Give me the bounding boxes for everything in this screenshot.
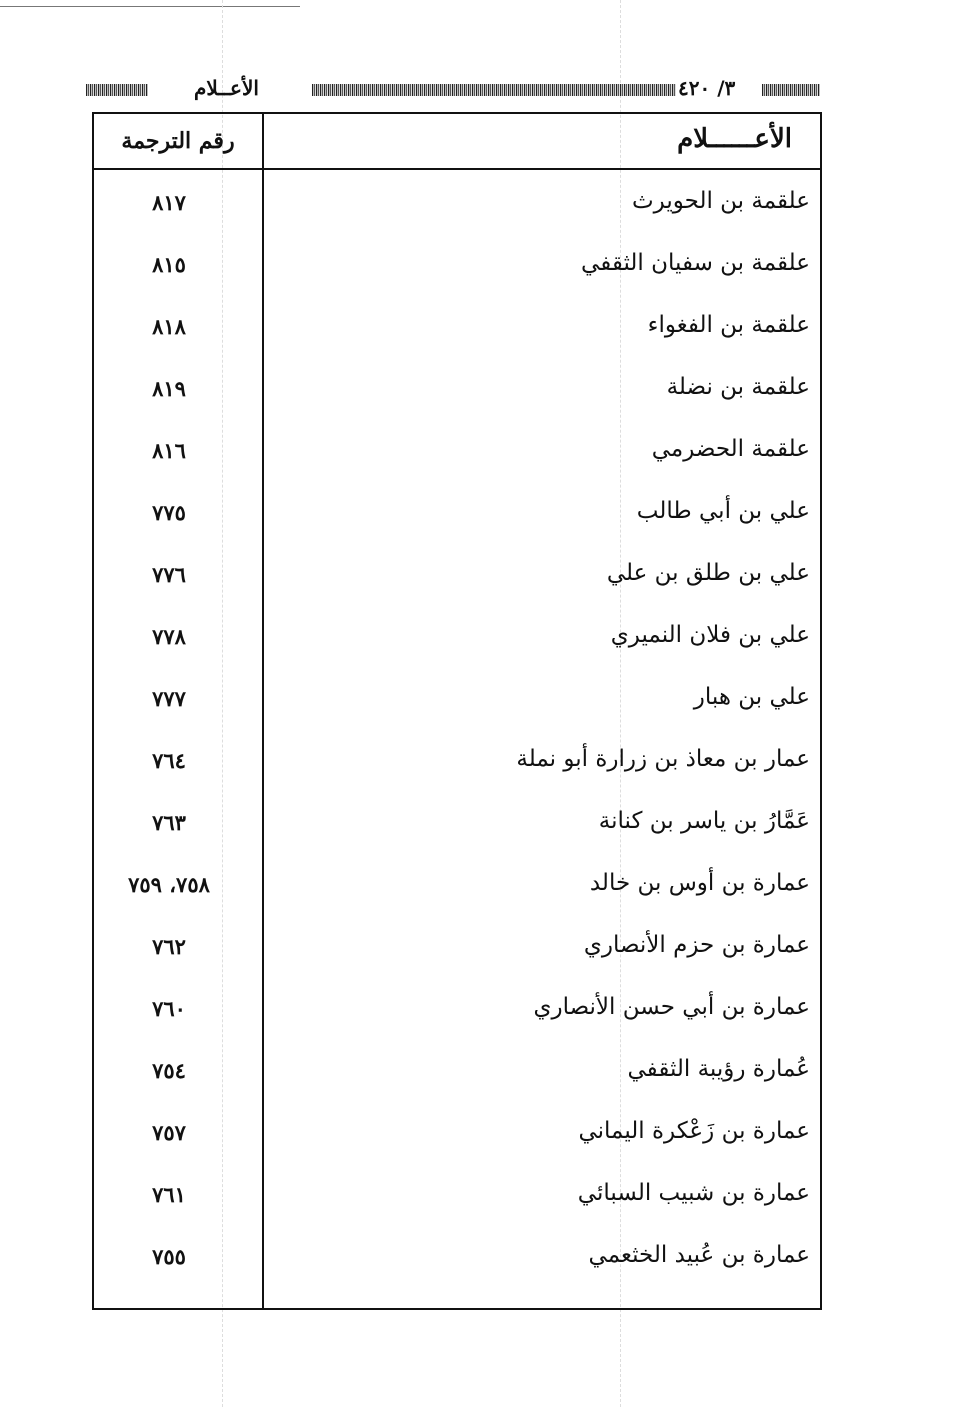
table-row <box>94 978 820 1040</box>
table-row <box>94 1102 820 1164</box>
header-ornament-band <box>762 84 820 96</box>
entry-name: علي بن فلان النميري <box>610 622 810 648</box>
table-row <box>94 420 820 482</box>
entry-number: ٧٦٢ <box>152 934 186 959</box>
table-row <box>94 234 820 296</box>
entry-number: ٧٧٧ <box>152 686 186 711</box>
entry-name: عَمَّارُ بن ياسر بن كنانة <box>598 808 810 834</box>
running-header <box>86 78 820 104</box>
entry-name: عمارة بن شبيب السبائي <box>577 1180 810 1206</box>
entry-number: ٨١٨ <box>152 314 186 339</box>
header-ornament-band <box>86 84 148 96</box>
entry-name: علي بن أبي طالب <box>636 498 810 524</box>
table-row <box>94 482 820 544</box>
table-body <box>94 172 820 1288</box>
entry-number: ٧٦٣ <box>152 810 186 835</box>
entry-number: ٧٧٨ <box>152 624 186 649</box>
entry-number: ٧٥٥ <box>152 1244 186 1269</box>
entry-number: ٧٧٥ <box>152 500 186 525</box>
table-row <box>94 1040 820 1102</box>
entry-number: ٧٧٦ <box>152 562 186 587</box>
header-section-title: الأعــلام <box>194 76 259 100</box>
entry-name: علقمة بن سفيان الثقفي <box>581 250 810 276</box>
table-row <box>94 916 820 978</box>
entry-name: علي بن هبار <box>693 684 810 710</box>
table-row <box>94 1226 820 1288</box>
entry-number: ٧٦٠ <box>152 996 186 1021</box>
table-row <box>94 358 820 420</box>
header-ornament-band <box>312 84 676 96</box>
entry-name: علقمة بن نضلة <box>666 374 810 400</box>
entry-number: ٧٥٤ <box>152 1058 186 1083</box>
entry-name: عمارة بن أبي حسن الأنصاري <box>533 994 810 1020</box>
header-divider <box>94 168 820 170</box>
entry-number: ٧٦١ <box>152 1182 186 1207</box>
table-row <box>94 296 820 358</box>
entry-name: عمارة بن عُبيد الخثعمي <box>588 1242 810 1268</box>
table-row <box>94 792 820 854</box>
entry-name: عمار بن معاذ بن زرارة أبو نملة <box>516 746 810 772</box>
entry-name: علقمة بن الحويرث <box>631 188 810 214</box>
entry-name: عمارة بن زَعْكرة اليماني <box>578 1118 810 1144</box>
table-row <box>94 854 820 916</box>
table-row <box>94 668 820 730</box>
column-header-numbers: رقم الترجمة <box>121 128 235 154</box>
entry-number: ٨١٥ <box>152 252 186 277</box>
entry-name: عُمارة رؤيبة الثقفي <box>627 1056 810 1082</box>
entry-number: ٨١٩ <box>152 376 186 401</box>
entry-number: ٧٦٤ <box>152 748 186 773</box>
entry-name: علي بن طلق بن علي <box>606 560 810 586</box>
entry-number: ٧٥٧ <box>152 1120 186 1145</box>
table-row <box>94 544 820 606</box>
entry-name: علقمة بن الفغواء <box>647 312 810 338</box>
header-page-number: ٣/ ٤٢٠ <box>678 76 736 100</box>
table-row <box>94 1164 820 1226</box>
table-row <box>94 172 820 234</box>
top-rule <box>0 6 300 7</box>
entry-name: عمارة بن أوس بن خالد <box>589 870 810 896</box>
table-row <box>94 606 820 668</box>
entry-name: عمارة بن حزم الأنصاري <box>583 932 810 958</box>
entry-name: علقمة الحضرمي <box>651 436 810 462</box>
entry-number: ٨١٦ <box>152 438 186 463</box>
table-row <box>94 730 820 792</box>
index-table <box>92 112 822 1310</box>
entry-number: ٧٥٨، ٧٥٩ <box>128 872 210 897</box>
entry-number: ٨١٧ <box>152 190 186 215</box>
column-header-names: الأعــــــلام <box>677 124 792 154</box>
